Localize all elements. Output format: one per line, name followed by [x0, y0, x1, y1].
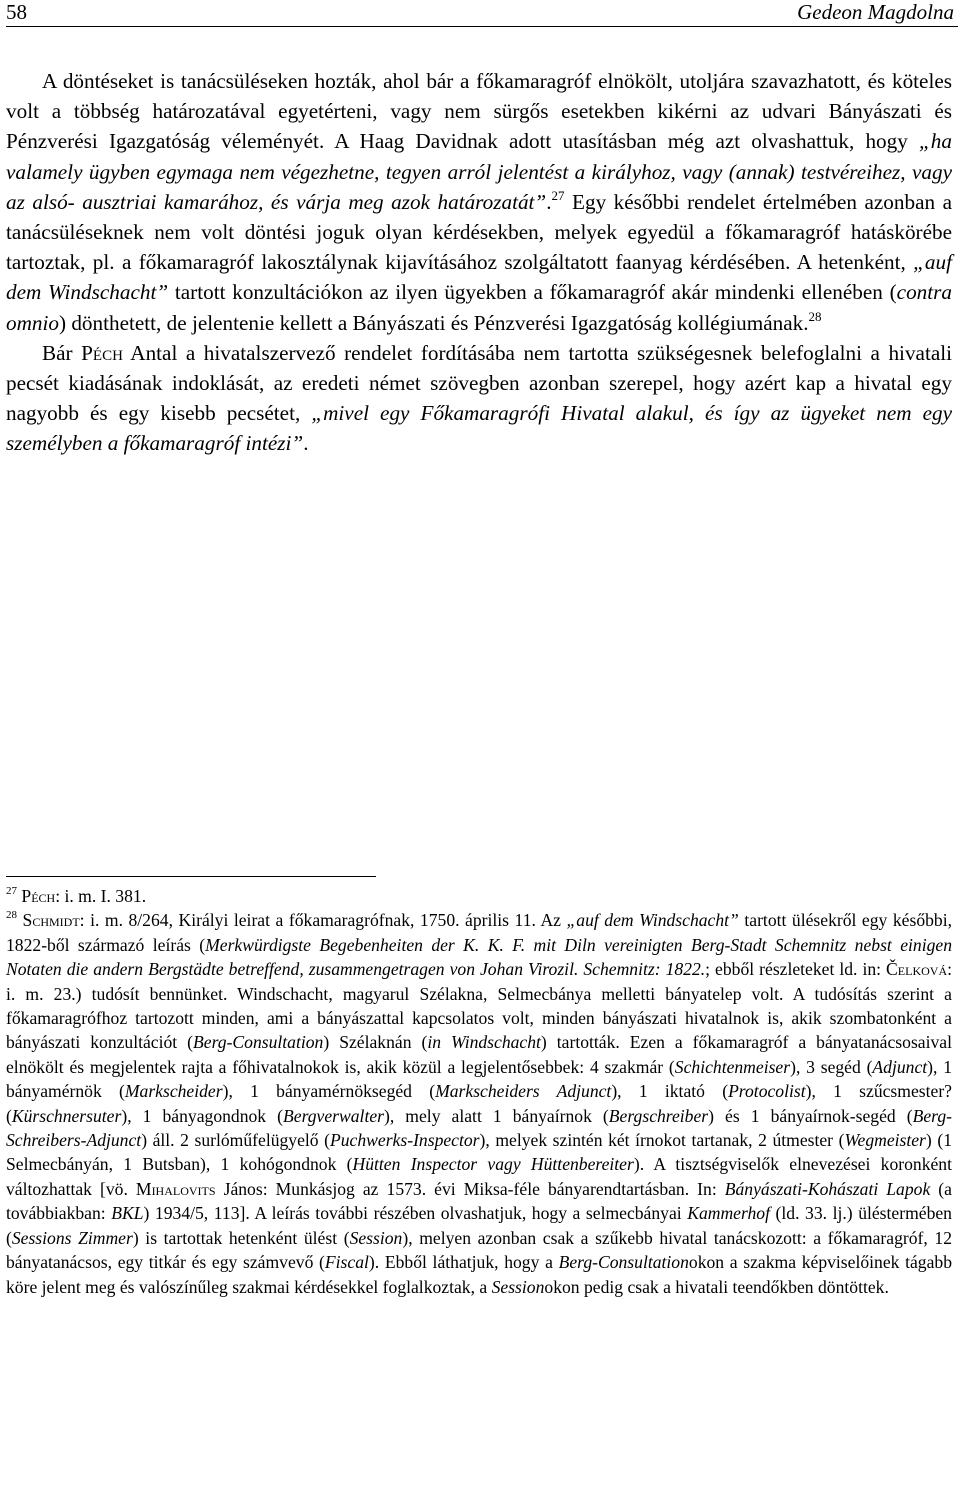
footnote-27 — [6, 884, 952, 908]
text-span: ). Ebből láthatjuk, hogy a — [368, 1252, 559, 1273]
text-span: (a továbbiakban: — [6, 1178, 952, 1224]
term: Berg-Consultation — [558, 1252, 689, 1273]
footnote-separator — [6, 876, 376, 877]
book-title: Merkwürdigste Begebenheiten der K. K. F. mit Diln vereinigten Berg-Stadt Schemnitz nebst einigen Notaten die andern Bergstädte betreffend, zusammengetragen von Johan Virozil. Schemnitz: 1822. — [6, 934, 952, 980]
term: Markscheider — [124, 1081, 223, 1102]
text-span: A döntéseket is tanácsüléseken hozták, ahol bár a főkamaragróf elnökölt, utoljára szavazhatott, és köteles volt a többség határozatával egyetérteni, vagy nem sürgős esetekben kikérni az udvari Bányászati és Pénzverési Igazgatóság véleményét. A Haag Davidnak adott utasításban még azt olvashattuk, hogy — [6, 69, 952, 154]
author-name: Mihalovits — [135, 1178, 216, 1199]
term: Fiscal — [324, 1252, 369, 1273]
text-span: (ld. 33. lj.) üléstermében ( — [6, 1203, 952, 1248]
term: Sessions Zimmer — [11, 1227, 133, 1248]
text-span: Bár — [42, 340, 82, 365]
term: Session — [491, 1276, 545, 1297]
paragraph-2 — [6, 338, 952, 459]
term: Session — [349, 1227, 403, 1248]
text-span: . — [303, 431, 309, 456]
footnote-ref-28[interactable]: 28 — [808, 308, 822, 324]
term: in Windschacht — [427, 1032, 541, 1053]
author-name: Péch — [21, 886, 56, 906]
text-span: ), 1 szűcsmester? ( — [6, 1081, 952, 1126]
footnote-ref-27[interactable]: 27 — [551, 187, 565, 203]
page-number: 58 — [6, 0, 27, 24]
running-head: Gedeon Magdolna — [797, 0, 954, 24]
author-name: Péch — [81, 340, 123, 365]
text-span: János: Munkásjog az 1573. évi Miksa-féle bányarendtartásban. In: — [215, 1178, 725, 1199]
term: Bergverwalter — [283, 1105, 384, 1126]
text-span: tartott ülésekről egy későbbi, 1822-ből származó leírás ( — [6, 910, 952, 955]
text-span: : i. m. 23.) tudósít bennünket. Windschacht, magyarul Szélakna, Selmecbánya melletti bányatelep volt. A tudósítás szerint a főkamaragrófhoz tartozott minden, ami a bányászattal kapcsolatos volt, minden bányászati hivatalnok is, akik szombatonként a bányászati konzultációt ( — [6, 959, 952, 1053]
text-span: ), 1 iktató ( — [611, 1081, 729, 1102]
footnotes — [6, 884, 952, 1299]
text-span: : i. m. 8/264, Királyi leirat a főkamaragrófnak, 1750. április 11. Az — [79, 910, 567, 931]
term: Schichtenmeiser — [674, 1056, 791, 1077]
term: Berg-Schreibers-Adjunct — [6, 1105, 952, 1151]
text-span: ), 1 bányagondnok ( — [121, 1105, 284, 1126]
term: Protocolist — [728, 1081, 806, 1102]
author-name: Schmidt — [22, 910, 80, 931]
text-span: : i. m. I. 381. — [55, 886, 147, 906]
page-header — [6, 0, 958, 27]
text-span: . — [546, 189, 552, 214]
text-span: ), 1 bányamérnök ( — [6, 1056, 952, 1102]
text-span: ), 1 bányamérnöksegéd ( — [222, 1081, 436, 1102]
text-span: Antal a hivatalszervező rendelet fordításába nem tartotta szükségesnek belefoglalni a hivatali pecsét kiadásának indoklását, az eredeti német szövegben azonban szerepel, hogy azért kap a hivatal egy nagyobb és egy kisebb pecsétet, — [6, 340, 953, 426]
main-text — [6, 66, 952, 459]
term: Puchwerks-Inspector — [330, 1130, 480, 1151]
text-span: ). A tisztségviselők elnevezései koronként változhattak [vö. — [6, 1154, 952, 1199]
text-span: ), melyek szintén két írnokot tartanak, 2 útmester ( — [479, 1130, 845, 1151]
text-span: okon pedig csak a hivatali teendőkben döntöttek. — [544, 1276, 889, 1297]
term: Hütten Inspector vagy Hüttenbereiter — [352, 1154, 634, 1175]
quote: „mivel egy Főkamaragrófi Hivatal alakul, és így az ügyeket nem egy személyben a főkamaragróf intézi” — [6, 401, 952, 456]
text-span: ) (1 Selmecbányán, 1 Butsban), 1 kohógondnok ( — [6, 1130, 952, 1175]
quote: „auf dem Windschacht” — [566, 910, 739, 931]
text-span: ) és 1 bányaírnok-segéd ( — [708, 1105, 913, 1126]
quote: „auf dem Windschacht” — [6, 250, 952, 305]
term: Berg-Consultation — [193, 1032, 324, 1053]
term: Wegmeister — [844, 1130, 926, 1151]
term: Adjunct — [872, 1056, 928, 1077]
text-span: Egy későbbi rendelet értelmében azonban a tanácsüléseknek nem volt döntési joguk olyan kérdésekben, melyek egyedül a főkamaragróf hatáskörébe tartoztak, pl. a főkamaragróf lakosztálynak kijavításához szolgáltatott faanyag kérdésében. A hetenként, — [6, 189, 952, 275]
text-span: ), mely alatt 1 bányaírnok ( — [384, 1105, 609, 1126]
text-span: ; ebből részleteket ld. in: — [705, 959, 887, 980]
author-name: Čelková — [886, 959, 948, 980]
text-span: ) 1934/5, 113]. A leírás további részében olvashatjuk, hogy a selmecbányai — [143, 1203, 688, 1224]
text-span: ), 3 segéd ( — [790, 1056, 873, 1077]
journal-title: Bányászati-Kohászati Lapok — [724, 1178, 931, 1199]
text-span: ) dönthetett, de jelentenie kellett a Bányászati és Pénzverési Igazgatóság kollégiumának. — [58, 310, 809, 335]
latin-phrase: contra omnio — [6, 280, 952, 335]
text-span: ) tartották. Ezen a főkamaragróf a bányatanácsosaival elnökölt és megjelentek rajta a főhivatalnokok is, akik közül a legjelentősebbek: 4 szakmár ( — [6, 1032, 952, 1077]
footnote-number: 28 — [6, 909, 17, 922]
term: Kammerhof — [687, 1203, 770, 1224]
text-span: ) is tartottak hetenként ülést ( — [132, 1227, 350, 1248]
term: Kürschnersuter — [11, 1105, 122, 1126]
quote: „ha valamely ügyben egymaga nem végezhetne, tegyen arról jelentést a királyhoz, vagy (annak) testvéreihez, vagy az alsó- ausztriai kamarához, és várja meg azok határozatát” — [6, 129, 952, 214]
term: Bergschreiber — [608, 1105, 709, 1126]
text-span: ), melyen azonban csak a szűkebb hivatal tanácskozott: a főkamaragróf, 12 bányatanácsos, egy titkár és egy számvevő ( — [6, 1227, 952, 1273]
abbreviation: BKL — [111, 1203, 144, 1224]
term: Markscheiders Adjunct — [435, 1081, 612, 1102]
text-span: ) áll. 2 surlóműfelügyelő ( — [141, 1130, 331, 1151]
footnote-28 — [6, 908, 952, 1299]
text-span: ) Szélaknán ( — [323, 1032, 428, 1053]
paragraph-1 — [6, 66, 952, 338]
footnote-number: 27 — [6, 885, 17, 897]
text-span: okon a szakma képviselőinek tágabb köre jelent meg és valószínűleg szakmai kérdésekkel foglalkoztak, a — [6, 1252, 953, 1297]
text-span: tartott konzultációkon az ilyen ügyekben a főkamaragróf akár mindenki ellenében ( — [168, 280, 897, 305]
